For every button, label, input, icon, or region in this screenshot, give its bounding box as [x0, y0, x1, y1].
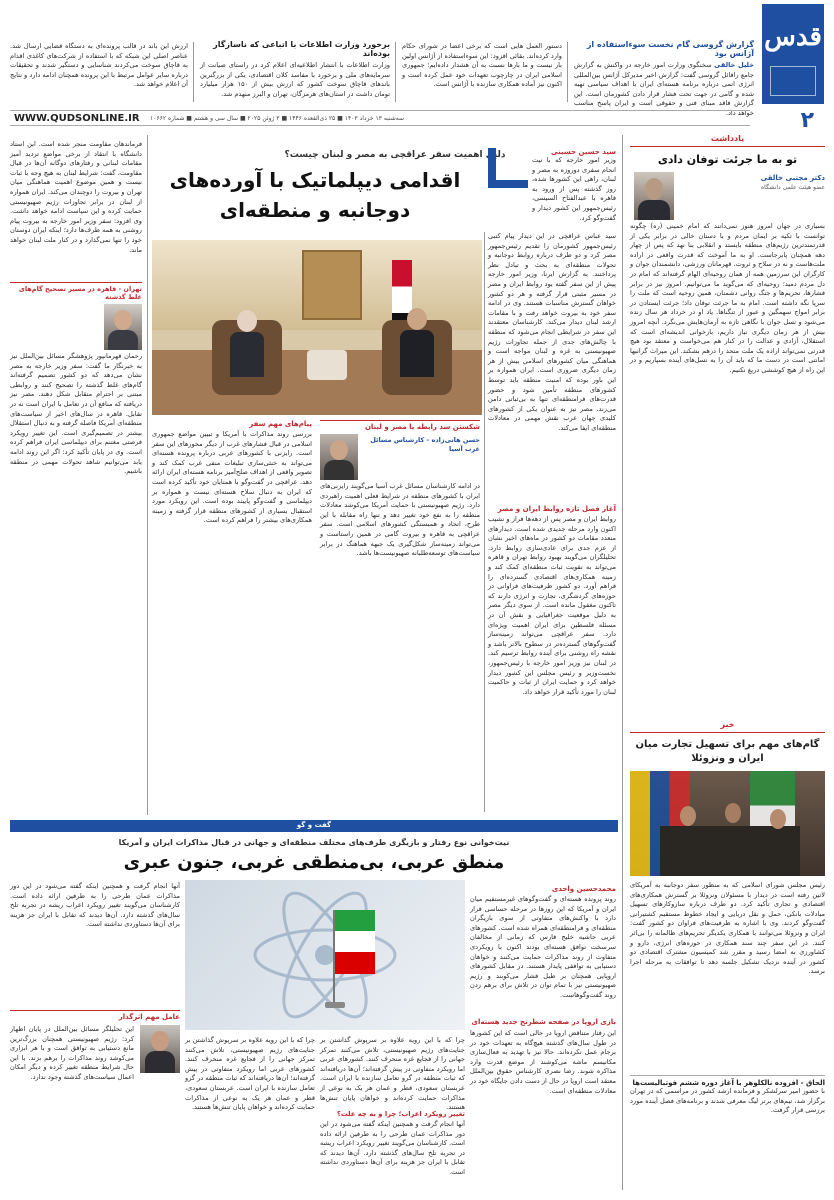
analyst1-text: رحمان قهرمانپور پژوهشگر مسائل بین‌الملل نیز به خبرنگار ما گفت: سفر وزیر خارجه به مصر نشان می‌دهد که دو کشور تصمیم گرفته‌اند گام‌های غلط گذشته را تصحیح کنند و روابطی مبتنی بر احترام متقابل شکل دهند. مصر نیز دریافته که منافع آن در تعامل با ایران است نه در تقابل. قاهره در سال‌های اخیر از سیاست‌های منطقه‌ای آمریکا فاصله گرفته و به دنبال استقلال بیشتر در تصمیم‌گیری است. این تغییر رویکرد فرصتی مغتنم برای دیپلماسی ایران فراهم کرده است. وی در پایان تأکید کرد: اگر این روند ادامه یابد می‌توانیم شاهد تحولات مهمی در منطقه باشیم. [10, 352, 142, 476]
bottom-sub-2: تغییر رویکرد اعراب؛ چرا و به چه علت؟ [336, 1110, 465, 1118]
news-section-label: خبر [630, 720, 825, 733]
bottom-col-4: آنها انجام گرفت و همچنین اینکه گفته می‌شود در این دور مذاکرات عمان طرحی را به طرفین ارائه داده است. کارشناسان می‌گویند تغییر رویکرد اعراب ریشه در تجربه تلخ سال‌های گذشته دارد. آن‌ها دیدند که تقابل با ایران جز هزینه برای آن‌ها دستاوردی نداشته است. [320, 1120, 465, 1176]
main-byline: سید حسین حسینی [551, 148, 616, 156]
main-col-3: فرماندهان مقاومت منجر شده است. این استاد دانشگاه با انتقاد از برخی مواضع تردید آمیز مقامات لبنانی و رفتارهای دوگانه آن‌ها در قبال مقاومت، گفت: شرایط لبنان به هیچ وجه با ثبات نیست و همین موضوع اهمیت هماهنگی میان تهران و بیروت را دوچندان می‌کند. ایران همواره از لبنان در برابر تجاوزات رژیم صهیونیستی حمایت کرده و این سیاست ادامه خواهد داشت. وی افزود: سفر وزیر امور خارجه به بیروت پیام روشنی به همه طرف‌ها دارد؛ اینکه ایران دوستان خود را تنها نمی‌گذارد و در کنار ملت لبنان خواهد ماند. [10, 140, 142, 254]
bottom-analyst-label: عامل مهم اثرگذار [10, 1010, 180, 1021]
flag-iran [335, 910, 375, 974]
analyst2-author: حسن هانی‌زاده - کارشناس مسائل غرب آسیا [370, 436, 480, 453]
website[interactable]: WWW.QUDSONLINE.IR [14, 113, 140, 124]
analyst1-avatar [104, 304, 142, 350]
main-photo [152, 240, 482, 415]
opinion-body: بسیاری در جهان امروز هنوز نمی‌دانند که امام خمینی (ره) چگونه توانست با تکیه بر ایمان مردم و با دستان خالی در برابر یکی از قدرتمندترین رژیم‌های منطقه بایستد و انقلابی بنا نهد که پس از چهار دهه همچنان پابرجاست. او به ما آموخت که قدرت واقعی در اراده ملت‌هاست و نه در سلاح و ثروت. قهرمانان ورزشی، دانشمندان جوان و کارگران این سرزمین همه از همان روحیه‌ای الهام گرفته‌اند که امام در دل مردم دمید؛ روحیه‌ای که می‌گوید ما می‌توانیم. امروز نیز در برابر فشارها، تحریم‌ها و جنگ روانی دشمنان، همین روحیه است که ملت را سرپا نگه داشته است. امام به ما جرئت توفان داد؛ جرئت ایستادن در برابر امواج سهمگین و عبور از تنگناها. یاد او در خرداد هر سال زنده می‌شود و نسل جوان با نگاهی تازه به آرمان‌هایش می‌نگرد. آنچه امروز بیش از هر زمان دیگری نیاز داریم، بازخوانی اندیشه‌ای است که استقلال، آزادی و عدالت را در کنار هم می‌خواست و معتقد بود هیچ قدرتی نمی‌تواند اراده یک ملت متحد را درهم بشکند. این میراث گرانبها امانتی است در دست ما که باید آن را به نسل‌های آینده بسپاریم و در این راه از هیچ کوششی دریغ نکنیم. [630, 222, 825, 374]
author-avatar [634, 172, 674, 220]
masthead-logo [762, 4, 824, 104]
top-story-2-text: دستور العمل هایی است که برخی اعضا در شورای حکام وارد کرده‌اند. بقائی افزود: این سوءاستفاده از آژانس اولین بار نیست و ما بارها نسبت به آن هشدار داده‌ایم؛ جمهوری اسلامی ایران در چارچوب تعهدات خود عمل کرده است و اکنون نیز آماده همکاری سازنده با آژانس است. [402, 42, 562, 89]
dateline: سه‌شنبه ١٣ خرداد ١۴٠٣ ■ ٢۵ ذی‌القعده ١۴۴۶ ■ ٣ ژوئن ٢٠٢۵ ■ سال سی و هشتم ■ شماره ١٠۶۶٢ [150, 115, 404, 122]
atom-icon [245, 890, 405, 1020]
dateline-bar [10, 110, 750, 126]
bottom-kicker: نیت‌خوانی نوع رفتار و بازیگری طرف‌های مختلف منطقه‌ای و جهانی در قبال مذاکرات ایران و آمریکا [118, 838, 510, 847]
top-story-1-title: گزارش گروسی گام نخست سوءاستفاده از آژانس بود [586, 40, 754, 58]
bottom-col-3: چرا که با این رویه علاوه بر سرپوش گذاشتن بر جنایت‌های رژیم صهیونیستی، تلاش می‌کنند تمرکز جهانی را از فجایع غزه منحرف کنند. کشورهای عربی اما رویکرد متفاوتی در پیش گرفته‌اند؛ آن‌ها دریافته‌اند که ثبات منطقه در گرو تعامل سازنده با ایران است. عربستان سعودی، قطر و عمان هر یک به نوعی از مذاکرات حمایت کرده‌اند و خواهان پایان تنش‌ها هستند. [320, 1036, 465, 1112]
main-sub-1: آغاز فصل تازه روابط ایران و مصر [497, 505, 616, 513]
analyst2-avatar [320, 434, 358, 480]
logo-text: قدس [764, 22, 822, 52]
bottom-col-2: این رفتار متناقض اروپا در حالی است که این کشورها در طول سال‌های گذشته هیچ‌گاه به تعهدات خود در برجام عمل نکرده‌اند. حالا نیز با تهدید به فعال‌سازی مکانیسم ماشه می‌کوشند از موضع قدرت وارد مذاکره شوند. رضا نصری کارشناس حقوق بین‌الملل معتقد است اروپا در حال از دست دادن جایگاه خود در معادلات منطقه‌ای است. [470, 1029, 616, 1095]
top-story-3-text: وزارت اطلاعات با انتشار اطلاعیه‌ای اعلام کرد در راستای صیانت از سرمایه‌های ملی و برخورد با مفاسد کلان اقتصادی، یکی از بزرگترین باندهای قاچاق سوخت کشور که ارزش بیش از ۱۵۰ هزار میلیارد تومان داشت در استان‌های هرمزگان، تهران و البرز منهدم شد. [200, 61, 390, 98]
bottom-byline: محمدحسین واحدی [551, 885, 616, 893]
bottom-col-left: آنها انجام گرفت و همچنین اینکه گفته می‌شود در این دور مذاکرات عمان طرحی را به طرفین ارائه داده است. کارشناسان می‌گویند تغییر رویکرد اعراب ریشه در تجربه تلخ سال‌های گذشته دارد. آن‌ها دیدند که تقابل با ایران جز هزینه برای آن‌ها دستاوردی نداشته است. [10, 882, 180, 929]
top-story-1-byline: خلیل خالقی [714, 61, 754, 69]
top-story-4-text: ارزش این باند در قالب پرونده‌ای به دستگاه قضایی ارسال شد. عناصر اصلی این شبکه که با استفاده از شرکت‌های کاغذی اقدام به قاچاق سوخت می‌کردند شناسایی و دستگیر شدند و تحقیقات درباره سایر عوامل مرتبط با این پرونده همچنان ادامه دارد و نتایج آن اعلام خواهد شد. [10, 42, 188, 89]
analyst2-text: در ادامه کارشناسان مسائل غرب آسیا می‌گویند رایزنی‌های ایران با کشورهای منطقه در شرایط فعلی اهمیت راهبردی دارد. رژیم صهیونیستی با حمایت آمریکا می‌کوشد معادلات منطقه را به نفع خود تغییر دهد و تنها راه مقابله با این طرح، اتحاد و همبستگی کشورهای اسلامی است. سفر عراقچی به قاهره و بیروت گامی در همین راستاست و می‌تواند زمینه‌ساز شکل‌گیری یک جبهه هماهنگ در برابر سیاست‌های توسعه‌طلبانه صهیونیست‌ها باشد. [320, 482, 480, 558]
bottom-col-1: روند پرونده هسته‌ای و گفت‌وگوهای غیرمستقیم میان ایران و آمریکا که این روزها در مرحله حساسی قرار دارد با واکنش‌های متفاوتی از سوی بازیگران منطقه‌ای و فرامنطقه‌ای همراه شده است. کشورهای عربی حاشیه خلیج فارس که زمانی از مخالفان سرسخت توافق هسته‌ای بودند اکنون با رویکردی متفاوت از روند مذاکرات حمایت می‌کنند و خواهان دستیابی به توافقی پایدار هستند. در مقابل کشورهای اروپایی همچنان بر طبل فشار می‌کوبند و رژیم صهیونیستی نیز با تمام توان در تلاش برای برهم زدن روند گفت‌وگوهاست. [470, 895, 616, 999]
main-title-2: دوجانبه و منطقه‌ای [219, 198, 411, 222]
opinion-title: تو به ما جرئت توفان دادی [657, 153, 798, 166]
bottom-section-bar [10, 820, 618, 832]
top-story-1-text: سخنگوی وزارت امور خارجه در واکنش به گزارش جامع رافائل گروسی گفت: گزارش اخیر مدیرکل آژانس بین‌المللی انرژی اتمی درباره برنامه هسته‌ای ایران با اهداف سیاسی تهیه شده و گامی در جهت تحت فشار قرار دادن کشورمان است. این گزارش فاقد مبنای فنی و حقوقی است و ایران پاسخ مناسب خواهد داد. [574, 61, 754, 117]
news-sub-body: با حضور امیر سرلشکر و فرمانده ارشد کشور در مراسمی که در تهران برگزار شد، تیم‌های برتر لیگ معرفی شدند و برنامه‌های فصل آینده مورد بررسی قرار گرفت. [630, 1087, 825, 1115]
opinion-section-label: یادداشت [630, 134, 825, 147]
logo-frame [770, 66, 816, 96]
analyst2-label: شکستن سد رابطه با مصر و لبنان [320, 420, 480, 431]
news-body: رئیس مجلس شورای اسلامی که به منظور سفر دوجانبه به آمریکای لاتین رفته است در دیدار با مسئولان ونزوئلا بر گسترش همکاری‌های اقتصادی و تجاری تأکید کرد. دو طرف درباره سازوکارهای تسهیل مبادلات بانکی، حمل و نقل دریایی و ایجاد خطوط مستقیم کشتیرانی گفت‌وگو کردند. وی با اشاره به ظرفیت‌های فراوان دو کشور گفت: ایران و ونزوئلا می‌توانند با همکاری یکدیگر تحریم‌های ظالمانه را بی‌اثر کنند. در این سفر چند سند همکاری در حوزه‌های انرژی، دارو و کشاورزی به امضا رسید و مقرر شد کمیسیون مشترک اقتصادی دو کشور در آینده نزدیک تشکیل جلسه دهد تا توافقات به مرحله اجرا برسد. [630, 881, 825, 976]
page-number: ٢ [800, 108, 814, 133]
main-lead-mark [488, 148, 528, 188]
analyst1-label: تهران - قاهره در مسیر تصحیح گام‌های غلط گذشته [10, 282, 142, 301]
bottom-analyst-text: این تحلیلگر مسائل بین‌الملل در پایان اظهار کرد: رژیم صهیونیستی همچنان بزرگ‌ترین مانع دستیابی به توافق است و با هر ابزاری می‌کوشد روند مذاکرات را برهم بزند. با این حال شرایط منطقه تغییر کرده و دیگر امکان اعمال سیاست‌های گذشته وجود ندارد. [10, 1025, 134, 1081]
top-story-3-title: برخورد وزارت اطلاعات با اتباعی که ناسازگار بوده‌اند [213, 40, 390, 58]
main-col-4: بررسی روند مذاکرات با آمریکا و تبیین مواضع جمهوری اسلامی در قبال فشارهای غرب از دیگر محورهای این سفر است. رایزنی با کشورهای عربی درباره پرونده هسته‌ای می‌تواند به خنثی‌سازی تبلیغات منفی غرب کمک کند و تصویر واقعی از اهداف صلح‌آمیز برنامه هسته‌ای ایران ارائه دهد. عراقچی در گفت‌وگو با همتایان خود تأکید کرده است که ایران به دنبال سلاح هسته‌ای نیست و همواره بر دیپلماسی و گفت‌وگو پایبند بوده است. این رویکرد مورد استقبال بسیاری از کشورهای منطقه قرار گرفته و زمینه همکاری‌های بیشتر را فراهم کرده است. [152, 430, 312, 525]
main-col-2: روابط ایران و مصر پس از دهه‌ها فراز و نشیب اکنون وارد مرحله جدیدی شده است. دیدارهای متعدد مقامات دو کشور در ماه‌های اخیر نشان از عزم جدی برای عادی‌سازی روابط دارد. تحلیلگران می‌گویند بهبود روابط تهران و قاهره می‌تواند به تقویت ثبات منطقه‌ای کمک کند و زمینه همکاری‌های اقتصادی گسترده‌ای را فراهم آورد. دو کشور ظرفیت‌های فراوانی در حوزه‌های گردشگری، تجارت و انرژی دارند که تاکنون مغفول مانده است. از سوی دیگر مصر به دلیل موقعیت جغرافیایی و نقش آن در مسئله فلسطین برای ایران اهمیت ویژه‌ای دارد. سفر عراقچی می‌تواند زمینه‌ساز گفت‌وگوهای گسترده‌تر در سطوح بالاتر باشد و نقشه راه روشنی برای آینده روابط ترسیم کند. در لبنان نیز وزیر امور خارجه با رئیس‌جمهور، نخست‌وزیر و رئیس مجلس این کشور دیدار خواهد کرد و حمایت ایران از ثبات و حاکمیت لبنان را مورد تأکید قرار خواهد داد. [488, 515, 616, 696]
main-col-1: سید عباس عراقچی در این دیدار پیام کتبی رئیس‌جمهور کشورمان را تقدیم رئیس‌جمهور مصر کرد و دو طرف درباره روابط دوجانبه و تحولات منطقه‌ای به بحث و تبادل نظر پرداختند. به گزارش ایرنا، وزیر امور خارجه پیش از این سفر گفته بود روابط ایران و مصر در مسیر مثبتی قرار گرفته و هر دو کشور خواهان گسترش مناسبات هستند. وی در ادامه سفر خود به بیروت خواهد رفت و با مقامات ارشد لبنان دیدار می‌کند. کارشناسان معتقدند این سفر در شرایطی انجام می‌شود که منطقه با چالش‌های جدی از جمله تجاوزات رژیم صهیونیستی به غزه و لبنان مواجه است و هماهنگی میان کشورهای اسلامی بیش از هر زمان دیگری ضروری است. ایران همواره بر این باور بوده که امنیت منطقه باید توسط کشورهای منطقه تأمین شود و حضور قدرت‌های فرامنطقه‌ای تنها به بی‌ثباتی دامن می‌زند. مصر نیز به عنوان یکی از کشورهای کلیدی جهان عرب نقش مهمی در معادلات منطقه‌ای ایفا می‌کند. [488, 232, 616, 432]
bottom-title: منطق عربی، بی‌منطقی غربی، جنون عبری [123, 852, 505, 873]
main-lead: وزیر امور خارجه که با نیت انجام سفری دوروزه به مصر و لبنان، راهی این کشورها شده، روز گذشته پس از ورود به قاهره با عبدالفتاح السیسی، رئیس‌جمهور این کشور دیدار و گفت‌وگو کرد. [532, 156, 616, 222]
news-photo [630, 771, 825, 876]
main-kicker: دلیل اهمیت سفر عراقچی به مصر و لبنان چیست؟ [284, 150, 506, 160]
news-sub-title: الحاق - افزوده نالکلوهر با آغاز دوره ششم فوتبالیست‌ها [630, 1075, 825, 1087]
bottom-section-label: گفت و گو [296, 821, 332, 829]
opinion-author: دکتر مجتبی خالقی [760, 174, 825, 182]
bottom-sub-1: بازی اروپا در صفحه شطرنج جدید هسته‌ای [471, 1018, 616, 1026]
main-title-1: اقدامی دیپلماتیک با آورده‌های [169, 168, 461, 192]
news-title: گام‌های مهم برای تسهیل تجارت میان ایران و ونزوئلا [635, 739, 820, 764]
bottom-analyst-avatar [140, 1025, 180, 1073]
bottom-photo [185, 880, 465, 1030]
main-sub-2: پیام‌های مهم سفر [249, 420, 312, 428]
opinion-author-role: عضو هیئت علمی دانشگاه [761, 184, 825, 191]
bottom-col-mid: چرا که با این رویه علاوه بر سرپوش گذاشتن بر جنایت‌های رژیم صهیونیستی، تلاش می‌کنند تمرکز جهانی را از فجایع غزه منحرف کنند. کشورهای عربی اما رویکرد متفاوتی در پیش گرفته‌اند؛ آن‌ها دریافته‌اند که ثبات منطقه در گرو تعامل سازنده با ایران است. عربستان سعودی، قطر و عمان هر یک به نوعی از مذاکرات حمایت کرده‌اند و خواهان پایان تنش‌ها هستند. [185, 1036, 315, 1112]
